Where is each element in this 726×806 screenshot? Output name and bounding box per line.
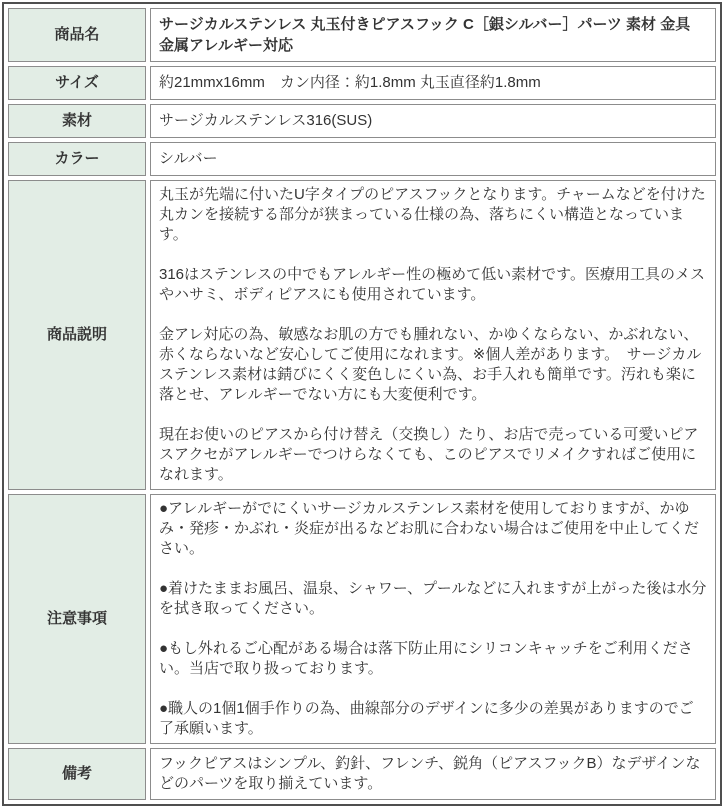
paragraph: ●アレルギーがでにくいサージカルステンレス素材を使用しておりますが、かゆみ・発疹・かぶれ・炎症が出るなどお肌に合わない場合はご使用を中止してください。 xyxy=(159,500,700,557)
row-label-color: カラー xyxy=(8,142,146,176)
spec-row-size xyxy=(8,66,716,100)
row-value-product-name: サージカルステンレス 丸玉付きピアスフック C［銀シルバー］パーツ 素材 金具 金属アレルギー対応 xyxy=(150,8,716,62)
row-label-product-name: 商品名 xyxy=(8,8,146,62)
paragraph: 316はステンレスの中でもアレルギー性の極めて低い素材です。医療用工具のメスやハサミ、ボディピアスにも使用されています。 xyxy=(159,266,705,303)
row-value-size: 約21mmx16mm カン内径：約1.8mm 丸玉直径約1.8mm xyxy=(150,66,716,100)
row-value-remarks: フックピアスはシンプル、釣針、フレンチ、鋭角（ピアスフックB）なデザインなどのパーツを取り揃えています。 xyxy=(150,748,716,800)
paragraph: ●もし外れるご心配がある場合は落下防止用にシリコンキャッチをご利用ください。当店で取り扱っております。 xyxy=(159,640,693,677)
row-label-remarks: 備考 xyxy=(8,748,146,800)
spec-row-remarks xyxy=(8,748,716,800)
paragraph: ●職人の1個1個手作りの為、曲線部分のデザインに多少の差異がありますのでご了承願います。 xyxy=(159,700,694,737)
product-spec-table xyxy=(2,2,722,806)
row-label-description: 商品説明 xyxy=(8,180,146,490)
spec-row-precautions xyxy=(8,494,716,744)
spec-row-color xyxy=(8,142,716,176)
row-label-material: 素材 xyxy=(8,104,146,138)
spec-row-material xyxy=(8,104,716,138)
paragraph: ●着けたままお風呂、温泉、シャワー、プールなどに入れますが上がった後は水分を拭き取ってください。 xyxy=(159,580,707,617)
row-value-material: サージカルステンレス316(SUS) xyxy=(150,104,716,138)
paragraph: 現在お使いのピアスから付け替え（交換し）たり、お店で売っている可愛いピアスアクセがアレルギーでつけらなくても、このピアスでリメイクすればご使用になれます。 xyxy=(159,426,699,483)
row-value-description xyxy=(150,180,716,490)
paragraph: 金アレ対応の為、敏感なお肌の方でも腫れない、かゆくならない、かぶれない、赤くならないなど安心してご使用になれます。※個人差があります。 サージカルステンレス素材は錆びにくく変色しにくい為、お手入れも簡単です。汚れも楽に落とせ、アレルギーでない方にも大変便利です。 xyxy=(159,326,702,403)
spec-row-product-name xyxy=(8,8,716,62)
row-label-precautions: 注意事項 xyxy=(8,494,146,744)
row-value-precautions xyxy=(150,494,716,744)
row-value-color: シルバー xyxy=(150,142,716,176)
spec-row-description xyxy=(8,180,716,490)
paragraph: 丸玉が先端に付いたU字タイプのピアスフックとなります。チャームなどを付けた丸カンを接続する部分が狭まっている仕様の為、落ちにくい構造となっています。 xyxy=(159,186,706,243)
row-label-size: サイズ xyxy=(8,66,146,100)
